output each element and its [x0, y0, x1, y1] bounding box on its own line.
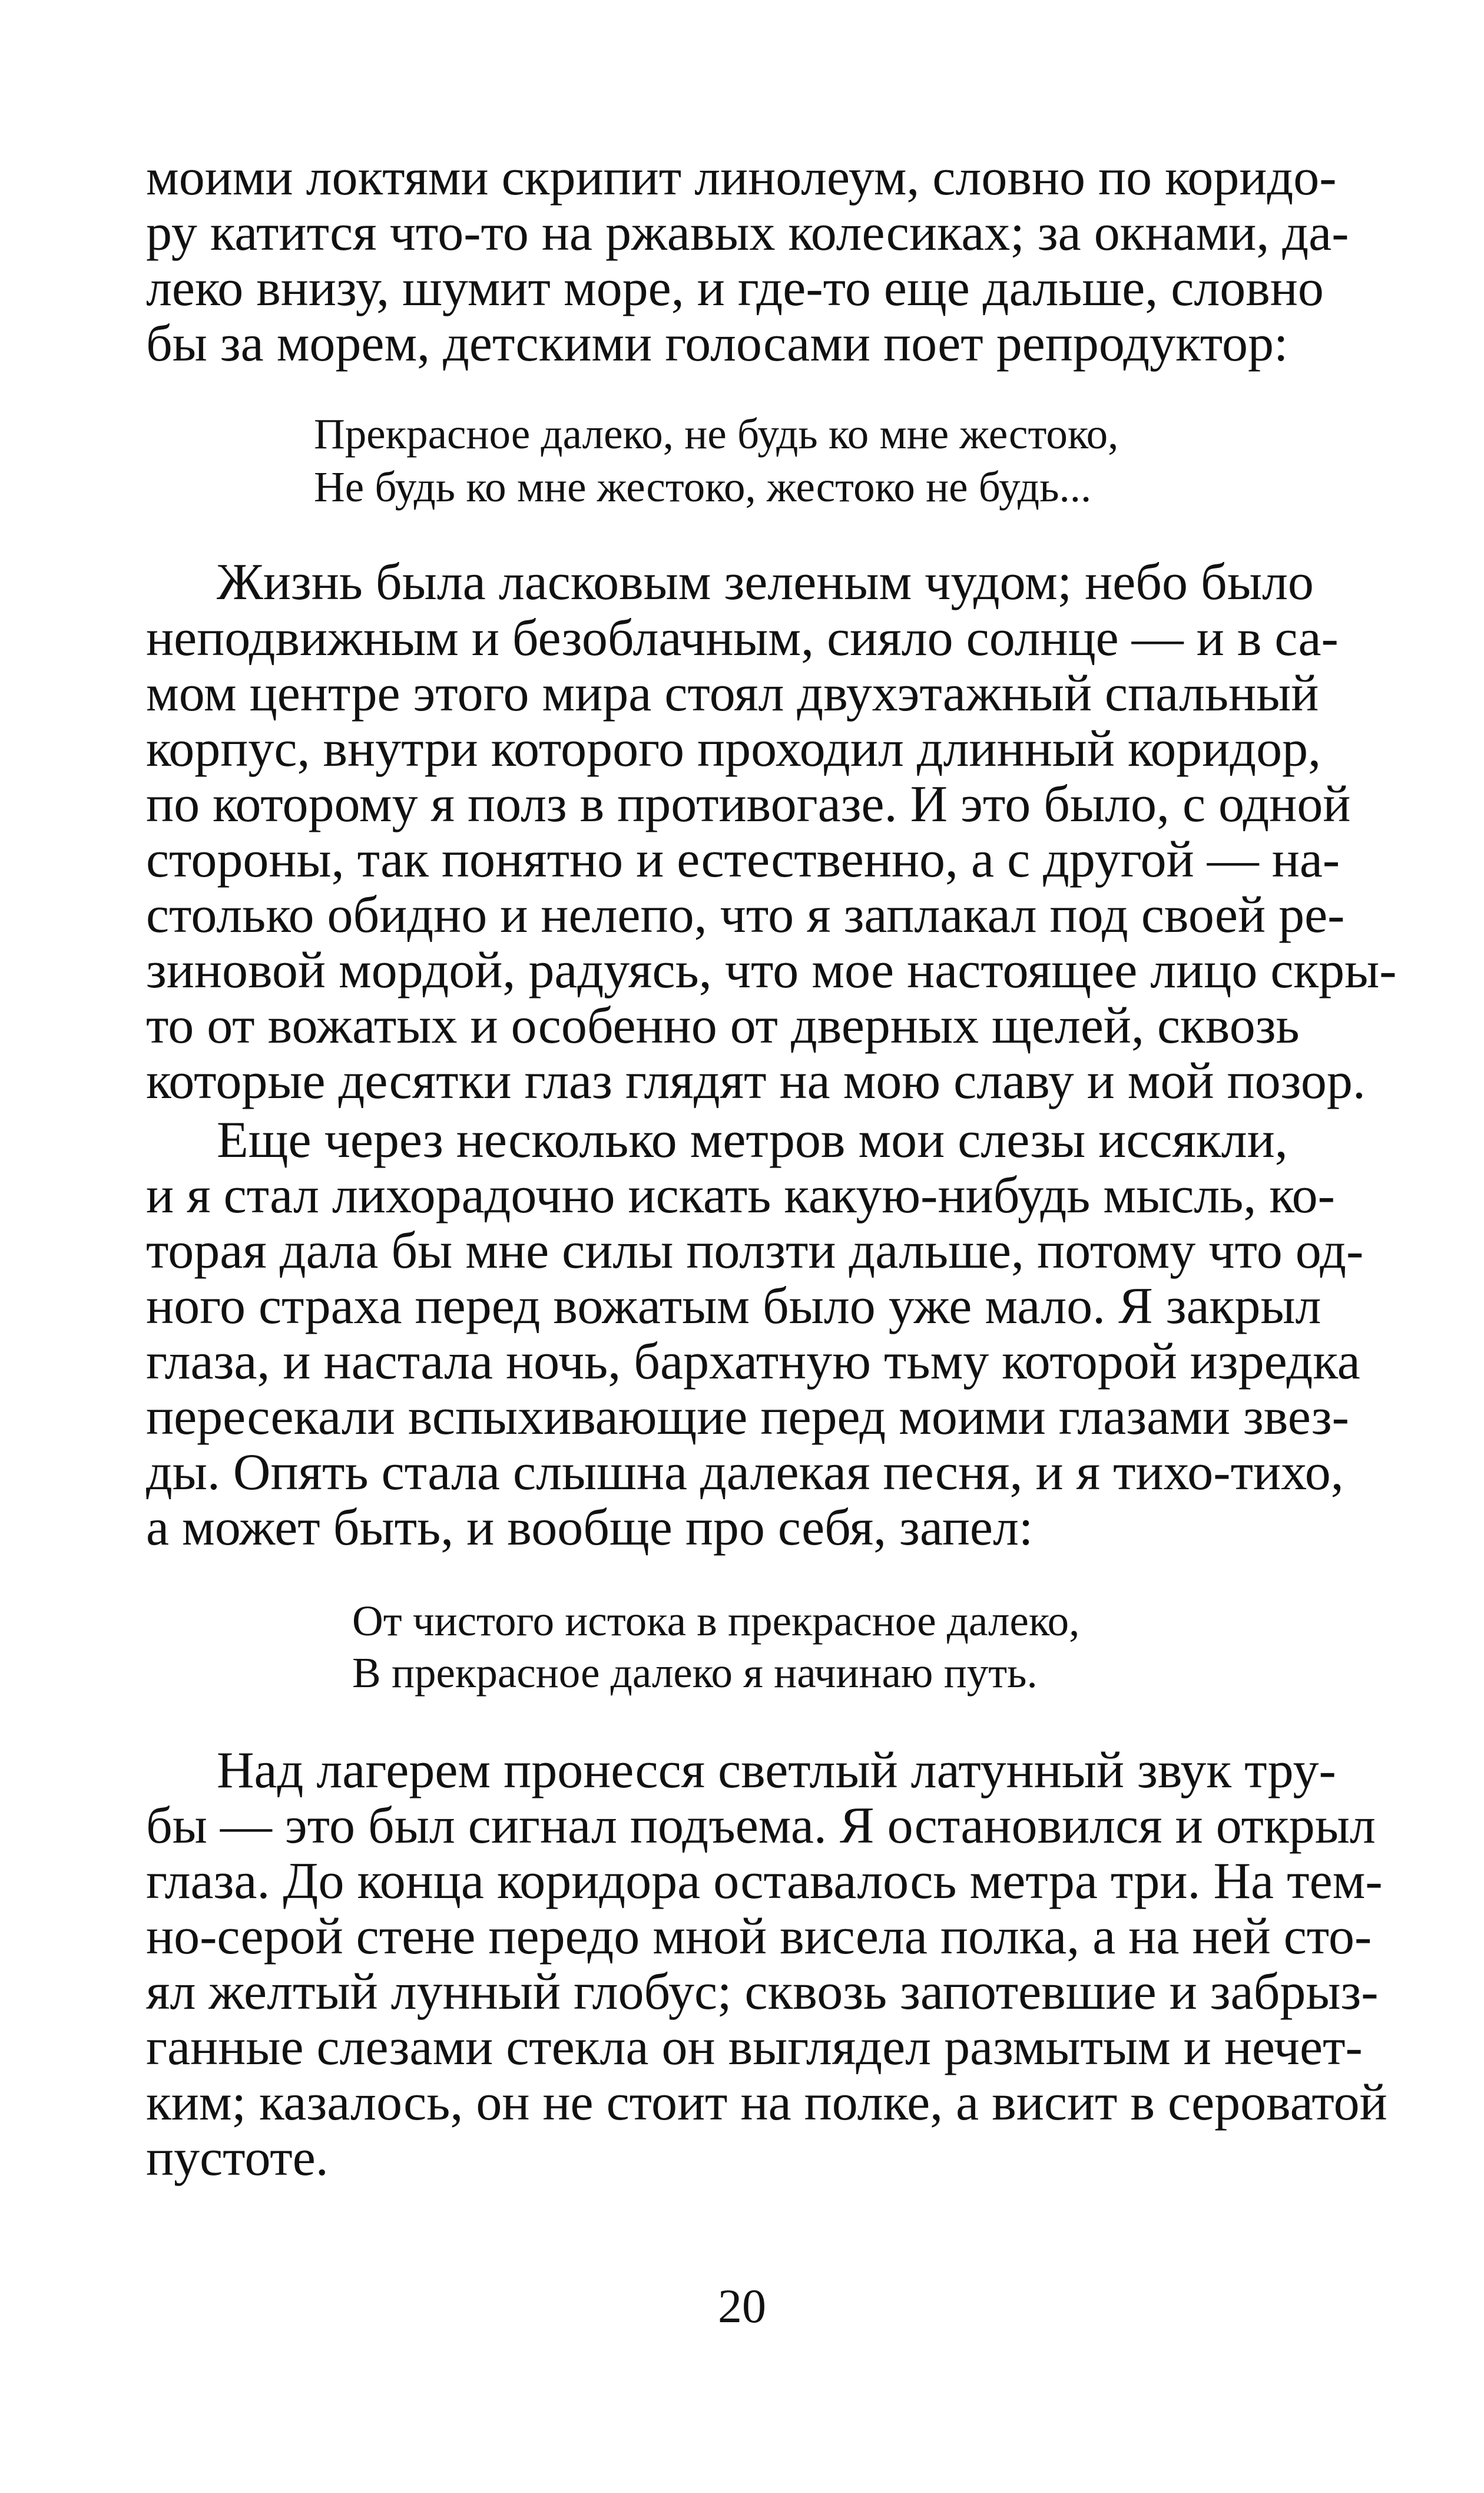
text-line: Над лагерем пронесся светлый латунный звук тру-: [217, 1742, 1336, 1799]
text-line: корпус, внутри которого проходил длинный коридор,: [146, 720, 1321, 778]
text-line: Жизнь была ласковым зеленым чудом; небо было: [217, 554, 1314, 611]
text-line: ру катится что-то на ржавых колесиках; за окнами, да-: [146, 204, 1349, 262]
text-line: ганные слезами стекла он выглядел размытым и нечет-: [146, 2019, 1363, 2076]
text-line: ял желтый лунный глобус; сквозь запотевшие и забрыз-: [146, 1963, 1379, 2021]
text-line: то от вожатых и особенно от дверных щелей, сквозь: [146, 997, 1300, 1054]
verse-line: Не будь ко мне жестоко, жестоко не будь...: [314, 463, 1092, 511]
text-line: пустоте.: [146, 2130, 329, 2187]
text-line: Еще через несколько метров мои слезы иссякли,: [217, 1112, 1288, 1169]
text-line: стороны, так понятно и естественно, а с другой — на-: [146, 831, 1340, 888]
text-line: глаза, и настала ночь, бархатную тьму которой изредка: [146, 1333, 1360, 1390]
text-line: пересекали вспыхивающие перед моими глазами звез-: [146, 1388, 1349, 1446]
text-line: столько обидно и нелепо, что я заплакал под своей ре-: [146, 887, 1345, 944]
text-line: ного страха перед вожатым было уже мало. Я закрыл: [146, 1278, 1321, 1335]
text-line: зиновой мордой, радуясь, что мое настоящее лицо скры-: [146, 942, 1397, 999]
page-number: 20: [718, 2279, 766, 2333]
text-line: торая дала бы мне силы ползти дальше, потому что од-: [146, 1222, 1364, 1279]
text-line: бы за морем, детскими голосами поет репродуктор:: [146, 315, 1288, 372]
verse-line: В прекрасное далеко я начинаю путь.: [352, 1649, 1038, 1697]
text-line: которые десятки глаз глядят на мою славу и мой позор.: [146, 1053, 1366, 1110]
text-line: мом центре этого мира стоял двухэтажный спальный: [146, 665, 1319, 722]
text-line: глаза. До конца коридора оставалось метра три. На тем-: [146, 1853, 1383, 1910]
verse-line: От чистого истока в прекрасное далеко,: [352, 1597, 1080, 1645]
text-line: но-серой стене передо мной висела полка, а на ней сто-: [146, 1908, 1372, 1965]
text-line: ким; казалось, он не стоит на полке, а висит в сероватой: [146, 2074, 1387, 2131]
text-line: леко внизу, шумит море, и где-то еще дальше, словно: [146, 260, 1324, 317]
verse-line: Прекрасное далеко, не будь ко мне жестоко,: [314, 410, 1119, 458]
text-line: ды. Опять стала слышна далекая песня, и я тихо-тихо,: [146, 1444, 1344, 1501]
text-line: и я стал лихорадочно искать какую-нибудь мысль, ко-: [146, 1167, 1335, 1224]
text-line: бы — это был сигнал подъема. Я остановился и открыл: [146, 1797, 1376, 1854]
text-line: неподвижным и безоблачным, сияло солнце — и в са-: [146, 610, 1339, 667]
text-line: а может быть, и вообще про себя, запел:: [146, 1499, 1034, 1556]
text-line: моими локтями скрипит линолеум, словно по коридо-: [146, 149, 1337, 206]
text-line: по которому я полз в противогазе. И это было, с одной: [146, 776, 1351, 833]
